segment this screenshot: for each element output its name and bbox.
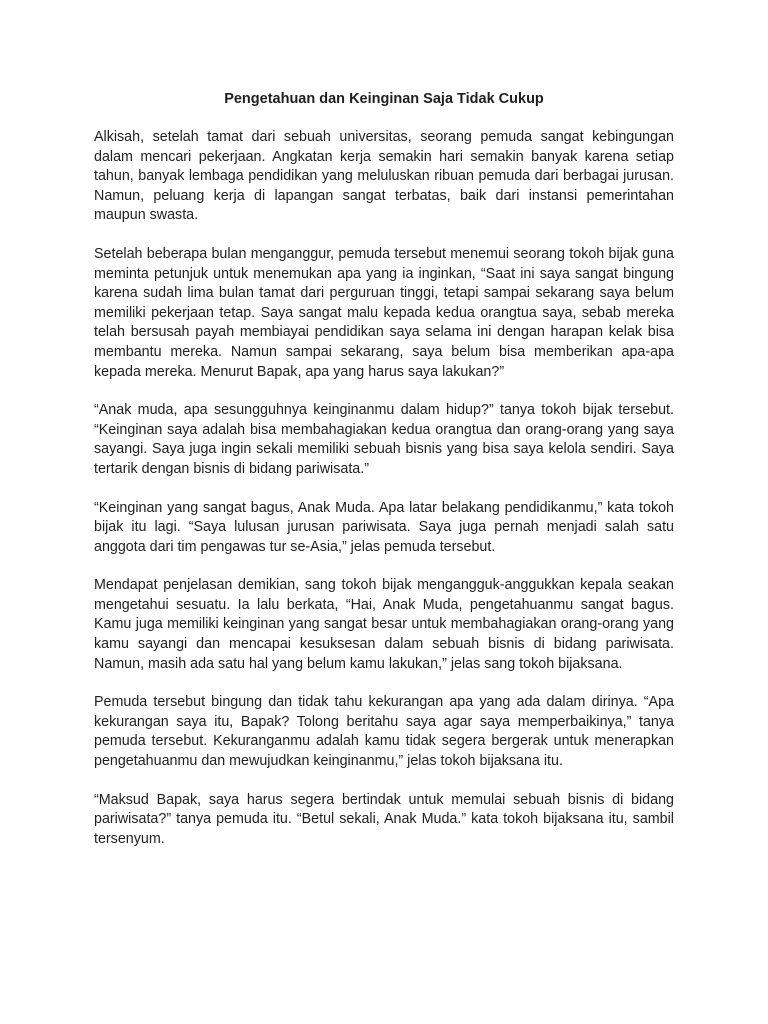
paragraph-2: Setelah beberapa bulan menganggur, pemuda tersebut menemui seorang tokoh bijak guna meminta petunjuk untuk menemukan apa yang ia inginkan, “Saat ini saya sangat bingung karena sudah lima bulan tamat dari perguruan tinggi, tetapi sampai sekarang saya belum memiliki pekerjaan tetap. Saya sangat malu kepada kedua orangtua saya, sebab mereka telah bersusah payah membiayai pendidikan saya selama ini dengan harapan kelak bisa membantu mereka. Namun sampai sekarang, saya belum bisa memberikan apa-apa kepada mereka. Menurut Bapak, apa yang harus saya lakukan?” (94, 245, 674, 380)
paragraph-4: “Keinginan yang sangat bagus, Anak Muda. Apa latar belakang pendidikanmu,” kata tokoh bijak itu lagi. “Saya lulusan jurusan pariwisata. Saya juga pernah menjadi salah satu anggota dari tim pengawas tur se-Asia,” jelas pemuda tersebut. (94, 499, 674, 555)
paragraph-3: “Anak muda, apa sesungguhnya keinginanmu dalam hidup?” tanya tokoh bijak tersebut. “Keinginan saya adalah bisa membahagiakan kedua orangtua dan orang-orang yang saya sayangi. Saya juga ingin sekali memiliki sebuah bisnis yang bisa saya kelola sendiri. Saya tertarik dengan bisnis di bidang pariwisata.” (94, 402, 674, 477)
paragraph-7: “Maksud Bapak, saya harus segera bertindak untuk memulai sebuah bisnis di bidang pariwisata?” tanya pemuda itu. “Betul sekali, Anak Muda.” kata tokoh bijaksana itu, sambil tersenyum. (94, 791, 674, 847)
paragraph-1: Alkisah, setelah tamat dari sebuah universitas, seorang pemuda sangat kebingungan dalam mencari pekerjaan. Angkatan kerja semakin hari semakin banyak karena setiap tahun, banyak lembaga pendidikan yang meluluskan ribuan pemuda dari berbagai jurusan. Namun, peluang kerja di lapangan sangat terbatas, baik dari instansi pemerintahan maupun swasta. (94, 129, 674, 224)
document-body (94, 128, 674, 868)
paragraph-6: Pemuda tersebut bingung dan tidak tahu kekurangan apa yang ada dalam dirinya. “Apa kekurangan saya itu, Bapak? Tolong beritahu saya agar saya memperbaikinya,” tanya pemuda tersebut. Kekuranganmu adalah kamu tidak segera bergerak untuk menerapkan pengetahuanmu dan mewujudkan keinginanmu,” jelas tokoh bijaksana itu. (94, 694, 674, 770)
paragraph-5: Mendapat penjelasan demikian, sang tokoh bijak mengangguk-anggukkan kepala seakan mengetahui sesuatu. Ia lalu berkata, “Hai, Anak Muda, pengetahuanmu sangat bagus. Kamu juga memiliki keinginan yang sangat besar untuk membahagiakan orang-orang yang kamu sayangi dan mencapai kesuksesan dalam sebuah bisnis di bidang pariwisata. Namun, masih ada satu hal yang belum kamu lakukan,” jelas sang tokoh bijaksana. (94, 577, 674, 672)
document-title: Pengetahuan dan Keinginan Saja Tidak Cukup (224, 91, 544, 107)
